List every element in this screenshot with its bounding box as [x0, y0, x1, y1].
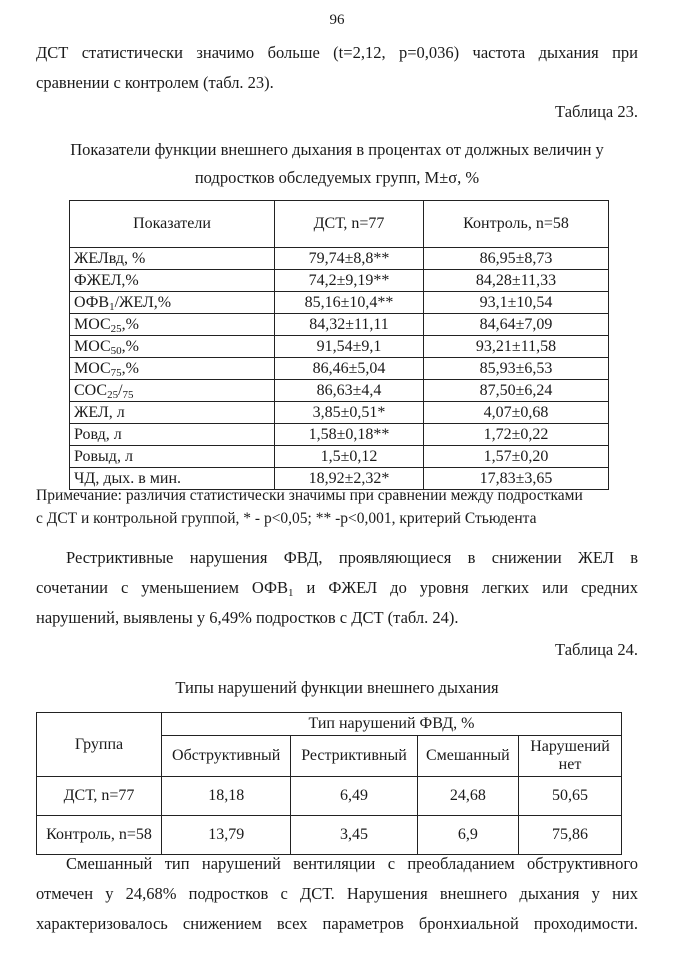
param-name: МОС [74, 315, 111, 333]
header-cell-span: Тип нарушений ФВД, % [162, 713, 622, 736]
table-row [70, 446, 609, 468]
table-23-caption-line: Показатели функции внешнего дыхания в процентах от должных величин у [70, 140, 604, 159]
value-cell: 93,21±11,58 [424, 336, 609, 358]
param-cell: Ровыд, л [70, 446, 275, 468]
value-cell: 1,58±0,18** [275, 424, 424, 446]
table-24-caption: Типы нарушений функции внешнего дыхания [175, 678, 499, 697]
param-cell: ЖЕЛвд, % [70, 248, 275, 270]
param-subscript: 25 [110, 322, 122, 335]
text-line: Смешанный тип нарушений вентиляции с преобладанием обструктивного [66, 854, 638, 873]
group-cell: ДСТ, n=77 [37, 777, 162, 816]
param-cell [70, 314, 275, 336]
param-suffix: /ЖЕЛ,% [114, 293, 172, 311]
text-fragment: сочетании с уменьшением ОФВ [36, 578, 289, 597]
value-cell: 6,9 [417, 816, 518, 855]
value-cell: 1,72±0,22 [424, 424, 609, 446]
text-line: нарушений, выявлены у 6,49% подростков с ДСТ (табл. 24). [36, 608, 459, 627]
value-cell: 4,07±0,68 [424, 402, 609, 424]
subheader-cell: Обструктивный [162, 736, 291, 777]
table-row [70, 270, 609, 292]
value-cell: 1,57±0,20 [424, 446, 609, 468]
value-cell: 18,92±2,32* [275, 468, 424, 490]
param-cell [70, 380, 275, 402]
table-row [70, 336, 609, 358]
value-cell: 86,46±5,04 [275, 358, 424, 380]
param-subscript: 1 [109, 300, 115, 313]
param-subscript: 50 [110, 344, 122, 357]
table-23-label: Таблица 23. [555, 102, 638, 121]
value-cell: 75,86 [519, 816, 622, 855]
param-cell: ЧД, дых. в мин. [70, 468, 275, 490]
text-subscript: 1 [288, 587, 294, 599]
value-cell: 84,28±11,33 [424, 270, 609, 292]
value-cell: 91,54±9,1 [275, 336, 424, 358]
param-name: ОФВ [74, 293, 110, 311]
table-row [70, 314, 609, 336]
param-name: МОС [74, 337, 111, 355]
table-row [70, 248, 609, 270]
note-line: Примечание: различия статистически значимы при сравнении между подростками [36, 487, 583, 504]
value-cell: 13,79 [162, 816, 291, 855]
subheader-cell: Нарушений нет [519, 736, 622, 777]
text-line: отмечен у 24,68% подростков с ДСТ. Нарушения внешнего дыхания у них [36, 884, 638, 903]
param-cell: ЖЕЛ, л [70, 402, 275, 424]
value-cell: 74,2±9,19** [275, 270, 424, 292]
value-cell: 79,74±8,8** [275, 248, 424, 270]
param-name: МОС [74, 359, 111, 377]
header-cell: Показатели [70, 201, 275, 248]
header-cell-group: Группа [37, 713, 162, 777]
param-cell [70, 358, 275, 380]
text-fragment: и ФЖЕЛ до уровня легких или средних [293, 578, 638, 597]
param-name: СОС [74, 381, 108, 399]
text-line: Рестриктивные нарушения ФВД, проявляющиеся в снижении ЖЕЛ в [66, 548, 638, 567]
table-row [70, 380, 609, 402]
table-row [37, 777, 622, 816]
page-number: 96 [329, 12, 345, 28]
value-cell: 85,16±10,4** [275, 292, 424, 314]
value-cell: 6,49 [291, 777, 417, 816]
text-line: характеризовалось снижением всех параметров бронхиальной проходимости. [36, 914, 638, 933]
param-suffix: / [118, 381, 123, 399]
value-cell: 86,63±4,4 [275, 380, 424, 402]
param-cell: Ровд, л [70, 424, 275, 446]
param-subscript: 75 [110, 366, 122, 379]
subheader-cell: Смешанный [417, 736, 518, 777]
text-line: ДСТ статистически значимо больше (t=2,12, p=0,036) частота дыхания при [36, 43, 638, 62]
table-23-caption-line: подростков обследуемых групп, M±σ, % [194, 168, 480, 187]
paragraph-2 [36, 543, 638, 633]
param-cell: ФЖЕЛ,% [70, 270, 275, 292]
value-cell: 87,50±6,24 [424, 380, 609, 402]
param-suffix: ,% [121, 337, 139, 355]
value-cell: 93,1±10,54 [424, 292, 609, 314]
value-cell: 18,18 [162, 777, 291, 816]
table-24 [36, 712, 622, 855]
value-cell: 84,64±7,09 [424, 314, 609, 336]
paragraph-3 [36, 849, 638, 939]
intro-paragraph [36, 38, 638, 98]
table-23-note [36, 484, 646, 530]
value-cell: 1,5±0,12 [275, 446, 424, 468]
note-line: с ДСТ и контрольной группой, * - p<0,05; ** -p<0,001, критерий Стьюдента [36, 510, 537, 527]
group-cell: Контроль, n=58 [37, 816, 162, 855]
value-cell: 50,65 [519, 777, 622, 816]
param-cell [70, 336, 275, 358]
text-line [36, 573, 638, 603]
table-row [70, 358, 609, 380]
param-suffix: ,% [121, 359, 139, 377]
table-23 [69, 200, 609, 490]
value-cell: 24,68 [417, 777, 518, 816]
header-cell: ДСТ, n=77 [275, 201, 424, 248]
table-row [70, 402, 609, 424]
value-cell: 85,93±6,53 [424, 358, 609, 380]
table-row [70, 292, 609, 314]
param-cell [70, 292, 275, 314]
text-line: сравнении с контролем (табл. 23). [36, 73, 274, 92]
value-cell: 84,32±11,11 [275, 314, 424, 336]
header-cell: Контроль, n=58 [424, 201, 609, 248]
subheader-cell: Рестриктивный [291, 736, 417, 777]
table-row [70, 424, 609, 446]
param-suffix: ,% [121, 315, 139, 333]
value-cell: 3,85±0,51* [275, 402, 424, 424]
param-subscript: 25 [107, 388, 119, 401]
param-subscript: 75 [122, 388, 134, 401]
table-header-row [70, 201, 609, 248]
value-cell: 3,45 [291, 816, 417, 855]
value-cell: 17,83±3,65 [424, 468, 609, 490]
table-header-row [37, 713, 622, 736]
value-cell: 86,95±8,73 [424, 248, 609, 270]
table-24-label: Таблица 24. [555, 640, 638, 659]
